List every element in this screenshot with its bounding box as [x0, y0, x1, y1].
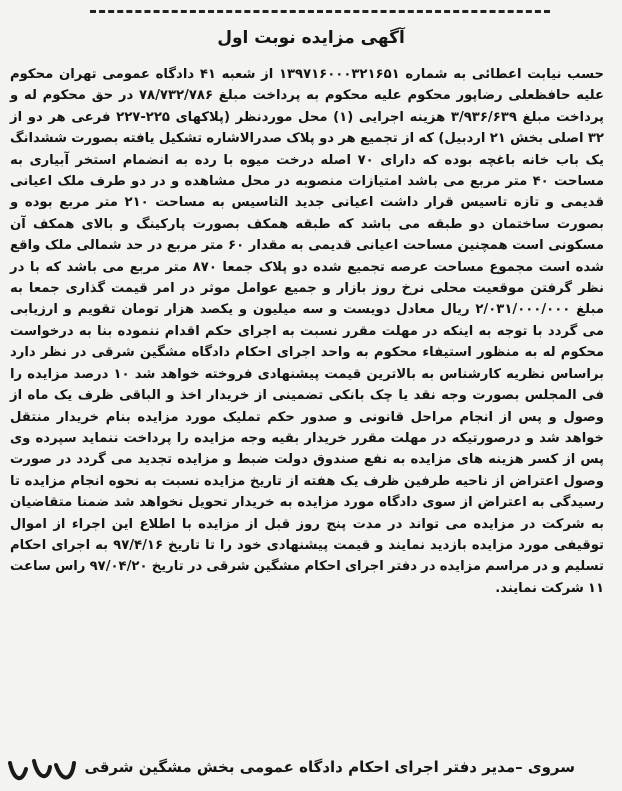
- handwritten-number-mark: [4, 755, 80, 789]
- notice-title: آگهی مزایده نوبت اول: [217, 28, 405, 48]
- notice-signature: سروی –مدیر دفتر اجرای احکام دادگاه عمومی بخش مشگین شرقی: [84, 758, 575, 776]
- dashed-divider: [90, 10, 550, 13]
- notice-body: حسب نیابت اعطائی به شماره ۱۳۹۷۱۶۰۰۰۳۲۱۶۵۱ از شعبه ۴۱ دادگاه عمومی تهران محکوم علیه حافظعلی رضاپور محکوم علیه محکوم به پرداخت مبلغ ۷۸/۷۳۲/۷۸۶ در حق محکوم له و پرداخت مبلغ ۳/۹۳۶/۶۳۹ هزینه اجرایی (۱) محل موردنظر (پلاکهای ۲۲۵-۲۲۷ فرعی هر دو از ۳۲ اصلی بخش ۲۱ اردبیل) که از تجمیع هر دو پلاک صدرالاشاره تشکیل یافته بصورت ششدانگ یک باب خانه باغچه بوده که دارای ۷۰ اصله درخت میوه با رده به انضمام استخر آبیاری به مساحت ۴۰ متر مربع می باشد امتیازات منصوبه در محل مشاهده و در دو طرف ملک اعیانی قدیمی و تازه تاسیس قرار داشت اعیانی جدید التاسیس به مساحت ۲۱۰ متر مربع بوده و بصورت ساختمان دو طبقه می باشد که طبقه همکف بصورت پارکینگ و بالای همکف آن مسکونی است همچنین مساحت اعیانی قدیمی به مقدار ۶۰ متر مربع در حد شمالی ملک واقع شده است مجموع مساحت عرصه تجمیع شده دو پلاک جمعا ۸۷۰ متر مربع می باشد که با در نظر گرفتن موقعیت محلی نرخ روز بازار و جمیع عوامل موثر در امر قیمت گذاری جمعا به مبلغ ۲/۰۳۱/۰۰۰/۰۰۰ ریال معادل دویست و سه میلیون و یکصد هزار تومان تقویم و ارزیابی می گردد با توجه به اینکه در مهلت مقرر نسبت به اجرای حکم اقدام ننموده بنا به درخواست محکوم له به منظور استیفاء محکوم به واحد اجرای احکام دادگاه مشگین شرقی در نظر دارد براساس نظریه کارشناس به بالاترین قیمت پیشنهادی فروخته خواهد شد ۱۰ درصد مزایده را فی المجلس بصورت وجه نقد یا چک بانکی تضمینی از خریدار اخذ و الباقی ظرف یک ماه از وصول و پس از انجام مراحل قانونی و صدور حکم تملیک مورد مزایده بنام خریدار منتقل خواهد شد و درصورتیکه در مهلت مقرر خریدار بقیه وجه مزایده را پرداخت ننماید سپرده وی پس از کسر هزینه های مزایده به نفع صندوق دولت ضبط و مزایده تجدید می گردد در صورت وصول اعتراض از ناحیه طرفین ظرف یک هفته از تاریخ مزایده نسبت به نحوه انجام مزایده تا رسیدگی به اعتراض از سوی دادگاه مورد مزایده به خریدار تحویل نخواهد شد ضمنا متقاضیان به شرکت در مزایده می تواند در مدت پنج روز قبل از مزایده با اطلاع این اجراء از اموال توقیفی مورد مزایده بازدید نمایند و قیمت پیشنهادی خود را تا تاریخ ۹۷/۴/۱۶ به اجرای احکام تسلیم و در مراسم مزایده در دفتر اجرای احکام مشگین شرقی در تاریخ ۹۷/۰۴/۲۰ راس ساعت ۱۱ شرکت نمایند.: [10, 67, 605, 596]
